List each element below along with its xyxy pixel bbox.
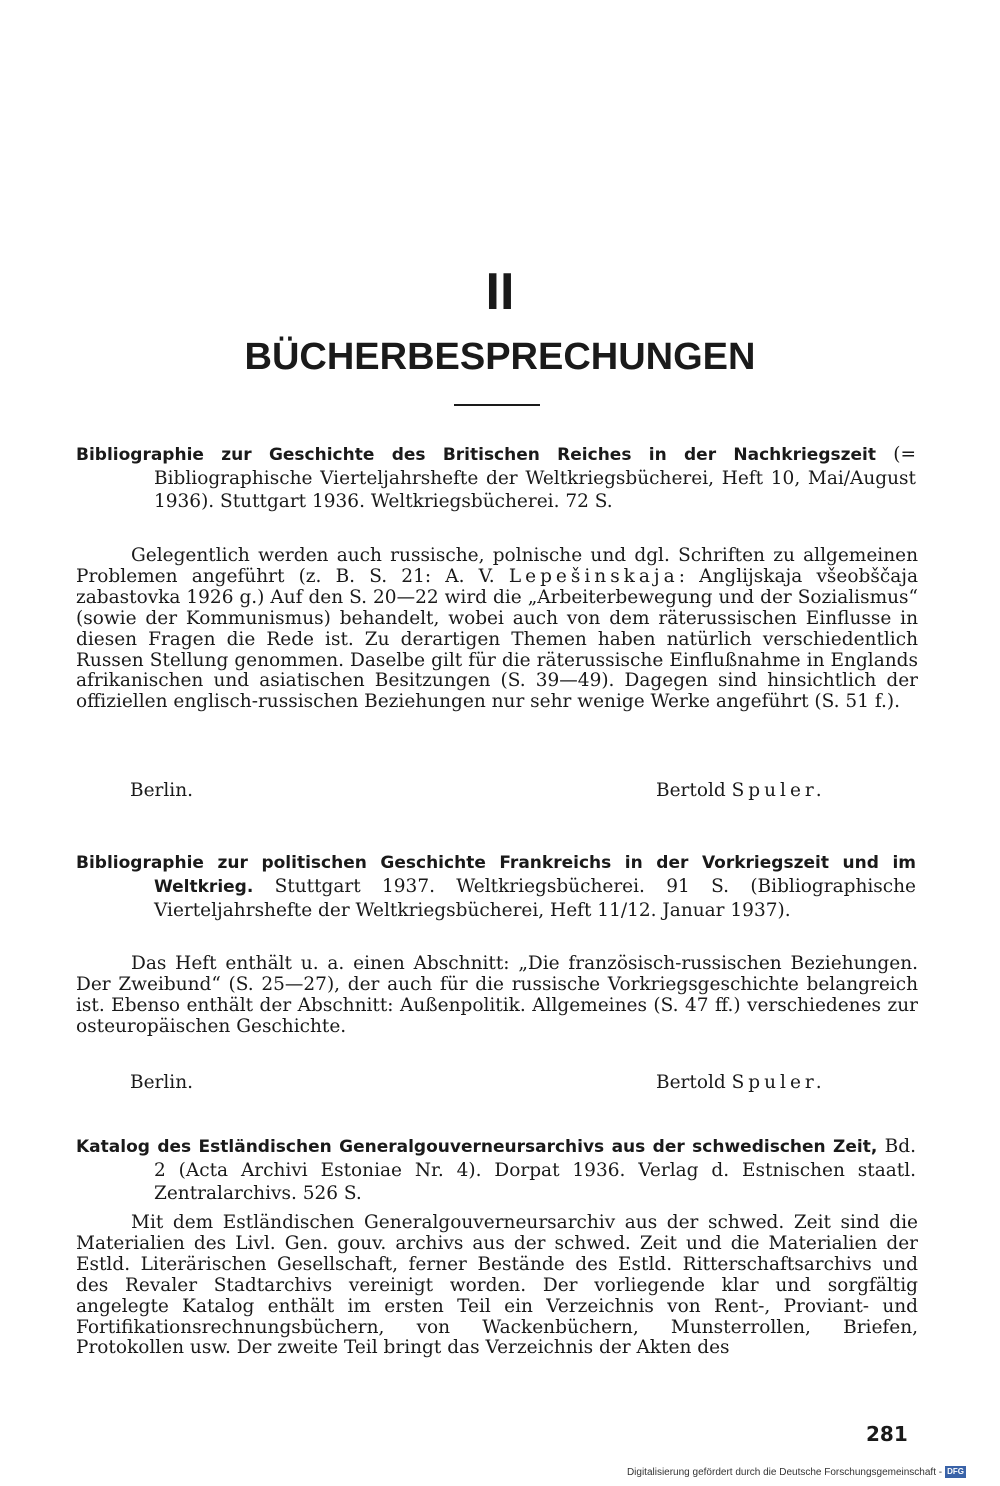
review-2-heading — [76, 851, 916, 922]
review-1-reviewer: Bertold Spuler. — [656, 780, 826, 801]
review-2-reviewer: Bertold Spuler. — [656, 1072, 826, 1093]
review-2-place: Berlin. — [130, 1072, 194, 1093]
review-2-body: Das Heft enthält u. a. einen Abschnitt: „Die französisch-russischen Beziehungen. Der Zweibund“ (S. 25—27), der auch für die russische Vorkriegsgeschichte belangreich ist. Ebenso enthält der Abschnitt: Außenpolitik. Allgemeines (S. 47 ff.) verschiedenes zur osteuropäischen Geschichte. — [76, 953, 918, 1037]
digitization-footer — [627, 1466, 966, 1478]
title-divider — [454, 404, 540, 406]
review-3-title: Katalog des Estländischen Generalgouverneursarchivs aus der schwedischen Zeit, — [76, 1137, 878, 1157]
review-1-place: Berlin. — [130, 780, 194, 801]
page-number: 281 — [866, 1422, 908, 1446]
review-1-body: Gelegentlich werden auch russische, polnische und dgl. Schriften zu allgemeinen Problemen angeführt (z. B. S. 21: A. V. Lepešinskaja: Anglijskaja všeobščaja zabastovka 1926 g.) Auf den S. 20—22 wird die „Arbeiterbewegung und der Sozialismus“ (sowie der Kommunismus) behandelt, wobei auch von dem räterussischen Einflusse in diesen Fragen die Rede ist. Zu derartigen Themen haben natürlich verschiedentlich Russen Stellung genommen. Daselbe gilt für die räterussische Einflußnahme in Englands afrikanischen und asiatischen Besitzungen (S. 39—49). Dagegen sind hinsichtlich der offiziellen englisch-russischen Beziehungen nur sehr wenige Werke angeführt (S. 51 f.). — [76, 545, 918, 713]
review-3-citation: Bd. 2 (Acta Archivi Estoniae Nr. 4). Dorpat 1936. Verlag d. Estnischen staatl. Zentralarchivs. 526 S. — [154, 1136, 916, 1204]
review-2-citation: Stuttgart 1937. Weltkriegsbücherei. 91 S. (Bibliographische Vierteljahrshefte der Weltkriegsbücherei, Heft 11/12. Januar 1937). — [154, 876, 916, 921]
review-1-heading — [76, 443, 916, 513]
spaced-author-name: Lepešinskaja — [508, 565, 679, 587]
section-number: II — [485, 263, 515, 321]
review-1-title: Bibliographie zur Geschichte des Britischen Reiches in der Nachkriegszeit — [76, 445, 876, 465]
review-1-citation: (= Bibliographische Vierteljahrshefte der Weltkriegsbücherei, Heft 10, Mai/August 1936). Stuttgart 1936. Weltkriegsbücherei. 72 S. — [154, 444, 916, 512]
review-3-body: Mit dem Estländischen Generalgouverneursarchiv aus der schwed. Zeit sind die Materialien des Livl. Gen. gouv. archivs aus der schwed. Zeit und die Materialien der Estld. Literärischen Gesellschaft, ferner Bestände des Estld. Ritterschaftsarchivs und des Revaler Stadtarchivs vereinigt worden. Der vorliegende klar und sorgfältig angelegte Katalog enthält im ersten Teil ein Verzeichnis von Rent-, Proviant- und Fortifikationsrechnungsbüchern, von Wackenbüchern, Munsterrollen, Briefen, Protokollen usw. Der zweite Teil bringt das Verzeichnis der Akten des — [76, 1212, 918, 1359]
footer-text: Digitalisierung gefördert durch die Deutsche Forschungsgemeinschaft - — [626, 1466, 943, 1478]
review-2-title: Bibliographie zur politischen Geschichte Frankreichs in der Vorkriegszeit und im Weltkrieg. — [76, 853, 916, 897]
review-3-heading — [76, 1135, 916, 1205]
dfg-logo-icon: DFG — [947, 1467, 964, 1476]
section-title: BÜCHERBESPRECHUNGEN — [244, 336, 756, 378]
